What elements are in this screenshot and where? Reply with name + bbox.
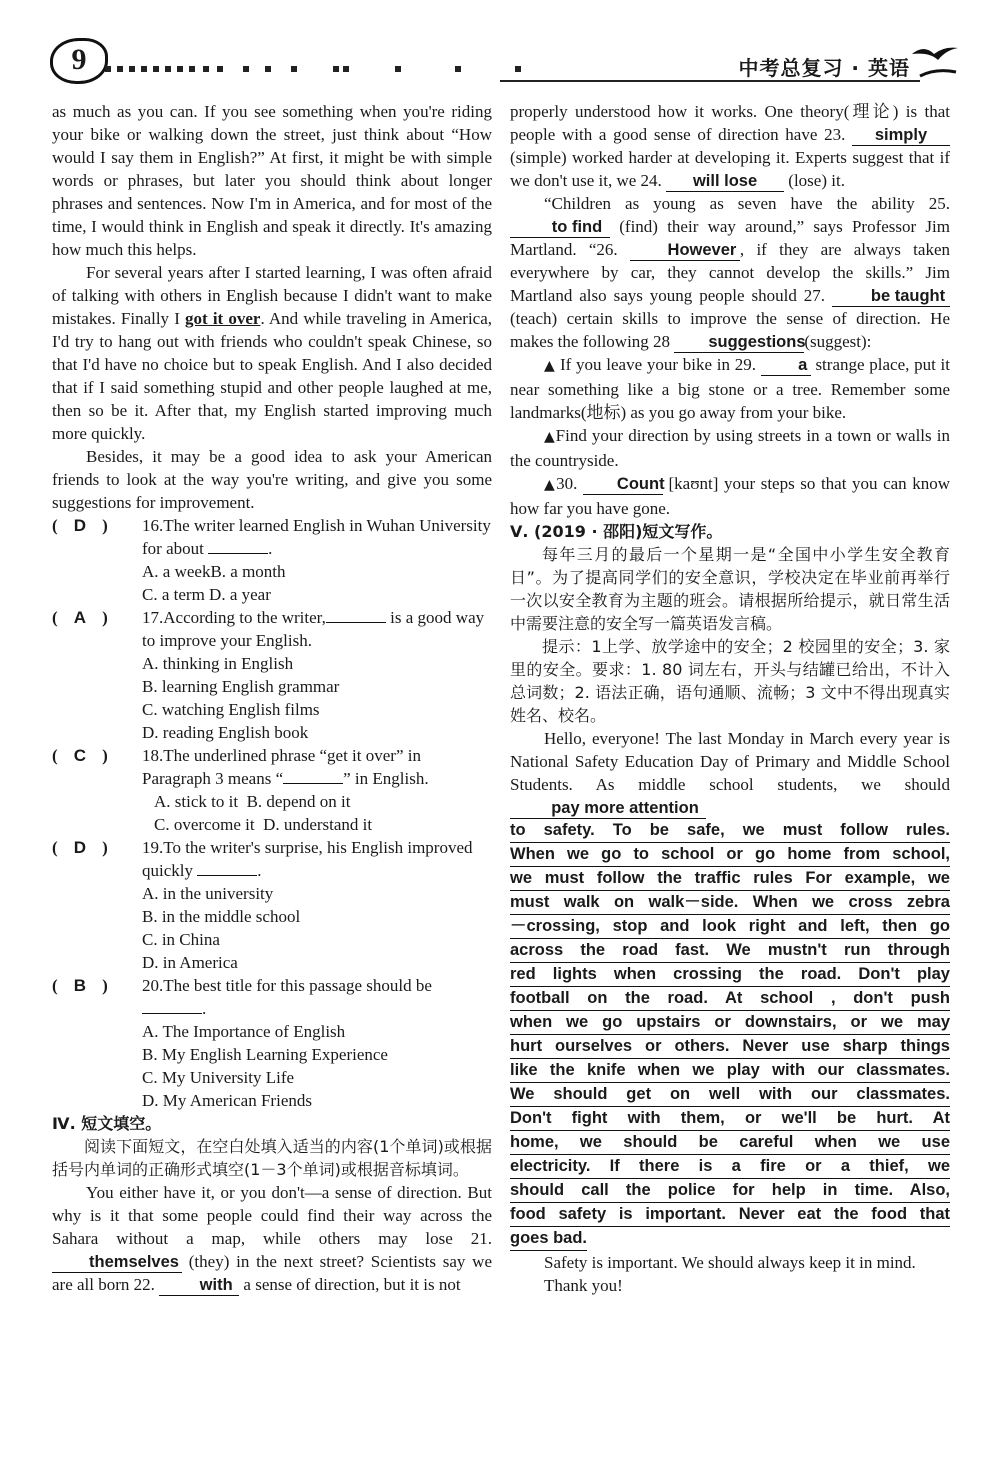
essay-line: We should get on well with our classmates. (510, 1083, 950, 1107)
essay-line: goes bad. (510, 1227, 587, 1251)
triangle-bullet-icon: ▲ (544, 477, 557, 493)
book-title: 中考总复习 · 英语 (738, 56, 910, 80)
essay-line: electricity. If there is a fire or a thief, we (510, 1155, 950, 1179)
essay-answer-block (510, 819, 950, 1251)
bird-icon (910, 42, 960, 82)
essay-line: must walk on walk－side. When we cross zebra (510, 891, 950, 915)
essay-line: when we go upstairs or downstairs, or we may (510, 1011, 950, 1035)
answer-30: Count (583, 475, 663, 495)
cloze-passage: “Children as young as seven have the ability 25. to find (find) their way around,” says Professor Jim Martland. “26. However , if they are always taken everywhere by car, they cannot develop the skills.” Jim Martland also says young people should 27. be taught (teach) certain skills to improve the sense of direction. He makes the following 28 suggestions(suggest): (510, 194, 950, 351)
cloze-passage: properly understood how it works. One theory(理论) is that people with a good sense of direction have 23. simply (simple) worked harder at developing it. Experts suggest that if we don't use it, we 24. will lose (lose) it. (510, 102, 950, 190)
essay-line: to safety. To be safe, we must follow rules. (510, 819, 950, 843)
answer-mark: D (73, 516, 87, 535)
writing-requirements: 提示：1上学、放学途中的安全；2 校园里的安全；3. 家里的安全。要求：1. 80 词左右，开头与结罐已给出，不计入总词数；2. 语法正确，语句通顺、流畅；3 文中不得出现真实姓名、校名。 (510, 637, 950, 725)
answer-28: suggestions (674, 333, 804, 353)
bullet-tip: ▲30. Count [kaʊnt] your steps so that you can know how far you have gone. (510, 474, 951, 518)
reading-paragraph: Besides, it may be a good idea to ask your American friends to look at the way you're writing, and give you some suggestions for improvement. (52, 447, 492, 512)
bullet-tip: ▲ If you leave your bike in 29. a strange place, put it near something like a big stone or a tree. Remember some landmarks(地标) as you go away from your bike. (510, 355, 950, 422)
question-20: ( B ) 20.The best title for this passage should be . A. The Importance of English B. My English Learning Experience C. My University Life D. My American Friends (52, 976, 432, 1110)
section-instructions: 阅读下面短文，在空白处填入适当的内容(1个单词)或根据括号内单词的正确形式填空(1－3个单词)或根据音标填词。 (52, 1137, 492, 1179)
underlined-phrase: got it over (185, 309, 261, 328)
answer-23: simply (852, 126, 950, 146)
reading-paragraph: For several years after I started learning, I was often afraid of talking with others in English because I didn't want to make mistakes. Finally I got it over. And while traveling in America, I'd try to hang out with friends who couldn't speak Chinese, so that I'd have no choice but to speak English. And I also decided that if I said something stupid and other people laughed at me, then so be it. After that, my English started improving much more quickly. (52, 263, 493, 443)
essay-line: should call the police for help in time. Also, (510, 1179, 950, 1203)
answer-25: to find (510, 218, 610, 238)
section-title: Ⅴ. (2019 · 邵阳)短文写作。 (510, 522, 723, 541)
reading-paragraph: as much as you can. If you see something when you're riding your bike or walking down the street, just think about “How would I say them in English?” At first, it might be with simple words or phrases, but later you should think about longer phrases and sentences. Now I'm in America, and for most of the time, I would think in English and speak it directly. It's amazing how much this helps. (52, 102, 492, 259)
answer-mark: C (73, 746, 87, 765)
essay-ending: Safety is important. We should always keep it in mind. (544, 1253, 916, 1272)
section-title: Ⅳ. 短文填空。 (52, 1114, 162, 1133)
question-19: ( D ) 19.To the writer's surprise, his English improved quickly . A. in the university B. in the middle school C. in China D. in America (52, 838, 473, 972)
essay-line: hurt ourselves or others. Never use sharp things (510, 1035, 950, 1059)
essay-line: －crossing, stop and look right and left, then go (510, 915, 950, 939)
cloze-passage: You either have it, or you don't—a sense of direction. But why is it that some people could find their way across the Sahara without a map, while others may lose 21. themselves (they) in the next street? Scientists say we are all born 22. with a sense of direction, but it is not (52, 1183, 492, 1294)
question-18: ( C ) 18.The underlined phrase “get it over” in Paragraph 3 means “ ” in English. A. stick to it B. depend on it C. overcome it D. understand it (52, 746, 429, 834)
essay-line: red lights when crossing the road. Don't play (510, 963, 950, 987)
left-column (52, 100, 492, 1296)
answer-mark: B (73, 976, 87, 995)
answer-27: be taught (832, 287, 950, 307)
essay-line: home, we should be careful when we use (510, 1131, 950, 1155)
essay-answer: pay more attention (510, 799, 706, 819)
essay-line: football on the road. At school , don't push (510, 987, 950, 1011)
essay-opening: Hello, everyone! The last Monday in March every year is National Safety Education Day of Primary and Middle School Students. As middle school students, we should pay more attention (510, 729, 950, 817)
question-16: ( D ) 16.The writer learned English in Wuhan University for about . A. a weekB. a month C. a term D. a year (52, 516, 491, 604)
page-number: 9 (50, 38, 108, 84)
decorative-dots (105, 66, 525, 76)
essay-line: food safety is important. Never eat the food that (510, 1203, 950, 1227)
essay-line: we must follow the traffic rules For example, we (510, 867, 950, 891)
bullet-tip: ▲Find your direction by using streets in a town or walls in the countryside. (510, 426, 950, 470)
answer-mark: D (73, 838, 87, 857)
essay-line: like the knife when we play with our classmates. (510, 1059, 950, 1083)
essay-line: Don't fight with them, or we'll be hurt. At (510, 1107, 950, 1131)
essay-line: When we go to school or go home from school, (510, 843, 950, 867)
triangle-bullet-icon: ▲ (544, 358, 556, 374)
answer-24: will lose (666, 172, 784, 192)
writing-prompt: 每年三月的最后一个星期一是“全国中小学生安全教育日”。为了提高同学们的安全意识，学校决定在毕业前再举行一次以安全教育为主题的班会。请根据所给提示，就日常生活中需要注意的安全写一篇英语发言稿。 (510, 545, 950, 633)
answer-21: themselves (52, 1253, 182, 1273)
triangle-bullet-icon: ▲ (544, 429, 556, 445)
answer-26: However (630, 241, 740, 261)
answer-mark: A (73, 608, 87, 627)
page-header (40, 38, 960, 98)
answer-22: with (159, 1276, 239, 1296)
right-column (510, 100, 950, 1297)
question-17: ( A ) 17.According to the writer, is a good way to improve your English. A. thinking in English B. learning English grammar C. watching English films D. reading English book (52, 608, 485, 742)
essay-closing: Thank you! (544, 1276, 623, 1295)
essay-line: across the road fast. We mustn't run through (510, 939, 950, 963)
answer-29: a (761, 356, 811, 376)
